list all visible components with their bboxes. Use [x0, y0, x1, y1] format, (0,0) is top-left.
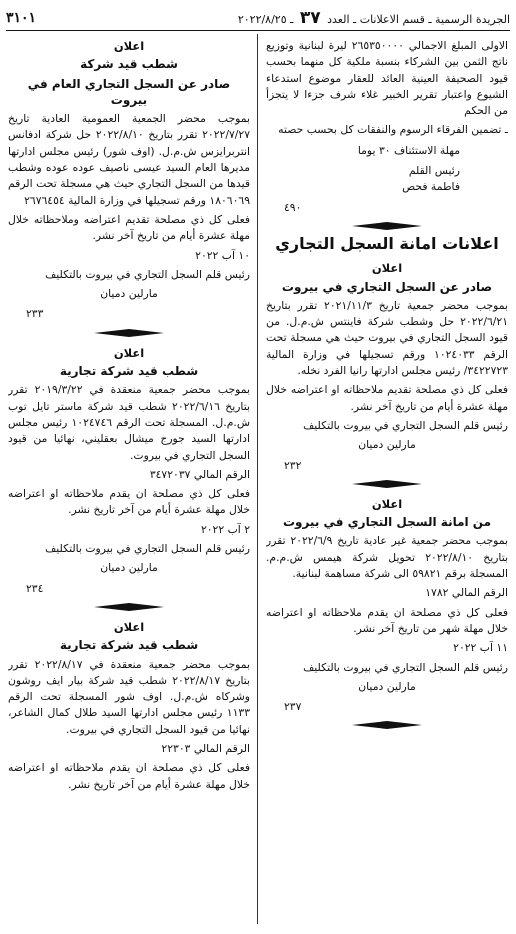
notice-subtitle: شطب قيد شركة: [80, 57, 178, 72]
signature-name: فاطمة فحص: [402, 180, 460, 194]
signature-title: رئيس قلم السجل التجاري في بيروت بالتكليف: [303, 660, 508, 674]
notice-label: اعلان: [113, 345, 145, 360]
signature-name: مارلين دميان: [100, 561, 158, 575]
right-column: [266, 38, 508, 926]
appeal-deadline: مهلة الاستئناف ٣٠ يوما: [357, 143, 460, 157]
signature-name: مارلين دميان: [100, 287, 158, 301]
notice-body: بموجب محضر جمعية منعقدة في ٢٠١٩/٣/٢٢ تقرر بتاريخ ٢٠٢٢/٦/١٦ شطب قيد شركة ماستر تايل توب ش.م.ل. المسجلة تحت الرقم ١٠٢٤٧٤٦ رئيس مجلس ادارتها السيد جورج ميشال بعقليني، نهائيا من قيود السجل التجاري في بيروت.: [8, 383, 250, 462]
separator-ornament: [266, 721, 508, 729]
signature-title: رئيس قلم السجل التجاري في بيروت بالتكليف: [45, 267, 250, 281]
section-title: اعلانات امانة السجل التجاري: [275, 233, 499, 253]
notice-number: ٢٣٤: [26, 581, 44, 595]
signature-title: رئيس القلم: [408, 164, 460, 178]
notice-title: صادر عن السجل التجاري العام في بيروت: [27, 76, 231, 107]
notice-title: من امانة السجل التجاري في بيروت: [282, 515, 492, 530]
separator-ornament: [8, 603, 250, 611]
separator-ornament: [266, 222, 508, 230]
newspaper-name: الجريدة الرسمية ـ قسم الاعلانات ـ العدد: [327, 13, 510, 26]
registration-number: الرقم المالي ٢٢٣٠٣: [161, 741, 250, 755]
signature-name: مارلين دميان: [358, 679, 416, 693]
separator-ornament: [8, 329, 250, 337]
notice-number: ٢٣٧: [284, 700, 302, 714]
notice-body: بموجب محضر الجمعية العمومية العادية تاريخ ٢٠٢٢/٧/٢٧ تقرر بتاريخ ٢٠٢٢/٨/١٠ حل شركة ادفانس انتربرايزس ش.م.ل. (اوف شور) رئيس مجلس ادارتها مديرها العام السيد عيسى ناصيف عوده عوده وشطب قيدها من السجل التجاري حيث هي مسجلة تحت الرقم ١٨٠٦٠٦٩ ورقم تسجيلها في وزارة المالية ٢٦٧٦٤٥٤: [8, 112, 250, 207]
notice-body-2: فعلى كل ذي مصلحة ان يقدم ملاحظاته او اعتراضه خلال مهلة عشرة أيام من آخر تاريخ نشر.: [8, 487, 250, 517]
left-column: [8, 38, 250, 926]
notice-label: اعلان: [371, 496, 403, 511]
signature-title: رئيس قلم السجل التجاري في بيروت بالتكليف: [303, 418, 508, 432]
registration-number: الرقم المالي ١٧٨٢: [425, 586, 508, 600]
page-header: [6, 6, 510, 31]
notice-body-2: فعلى كل ذي مصلحة ان يقدم ملاحظاته او اعتراضه خلال مهلة شهر من تاريخ آخر نشر.: [266, 605, 508, 635]
page-number: ٣١٠١: [6, 10, 37, 26]
continued-paragraph: الاولى المبلغ الاجمالي ٢٦٥٣٥٠٠٠٠ ليرة لبنانية وتوزيع ناتج الثمن بين الشركاء بنسبة ملكية كل منهما بحسب قيود الصحيفة العينية العائد للعقار موضوع استدعاء الشيوع واعتبار تقرير الخبير غلاء شرف جزءا لا يتجزأ من الحكم: [266, 39, 508, 118]
continued-paragraph-2: ـ تضمين الفرقاء الرسوم والنفقات كل بحسب حصته: [278, 123, 508, 137]
notice-date: ٢ آب ٢٠٢٢: [200, 522, 250, 536]
notice-body: بموجب محضر جمعية تاريخ ٢٠٢١/١١/٣ تقرر بتاريخ ٢٠٢٢/٦/٢١ حل وشطب شركة فاينتس ش.م.ل. من قيود السجل التجاري في بيروت حيث هي مسجلة تحت الرقم ١٠٢٤٠٣٣ ورقم تسجيلها في وزارة المالية ٣٤٢٢٧٢٣/ رئيس مجلس ادارتها رانيا الفرد نخله.: [266, 298, 508, 378]
notice-subtitle: شطب قيد شركة تجارية: [59, 638, 199, 653]
notice-body: بموجب محضر جمعية منعقدة في ٢٠٢٢/٨/١٧ تقرر بتاريخ ٢٠٢٢/٨/١٧ شطب قيد شركة بيار ايف روشون وشركاه ش.م.ل. اوف شور المسجلة تحت الرقم ١١٣٣ رئيس مجلس ادارتها السيد طلال كمال الشاعر، نهائيا من قيود السجل التجاري في بيروت.: [8, 657, 250, 736]
notice-label: اعلان: [371, 261, 403, 276]
notice-date: ١١ آب ٢٠٢٢: [453, 641, 508, 655]
issue-number: ٣٧: [299, 8, 321, 28]
notice-body-2: فعلى كل ذي مصلحة تقديم اعتراضه وملاحظاته خلال مهلة عشرة أيام من تاريخ آخر نشر.: [8, 212, 250, 243]
notice-number: ٢٣٢: [284, 458, 302, 472]
notice-number: ٤٩٠: [284, 200, 302, 214]
signature-title: رئيس قلم السجل التجاري في بيروت بالتكليف: [45, 542, 250, 556]
header-title: [238, 8, 510, 28]
column-divider: [257, 34, 258, 924]
notice-label: اعلان: [113, 619, 145, 634]
notice-number: ٢٣٣: [26, 307, 44, 321]
notice-title: صادر عن السجل التجاري في بيروت: [281, 279, 493, 294]
notice-body-2: فعلى كل ذي مصلحة ان يقدم ملاحظاته او اعتراضه خلال مهلة عشرة أيام من آخر تاريخ نشر.: [8, 761, 250, 791]
separator-ornament: [266, 480, 508, 488]
notice-label: اعلان: [113, 39, 145, 53]
signature-name: مارلين دميان: [358, 438, 416, 452]
notice-subtitle: شطب قيد شركة تجارية: [59, 364, 199, 379]
continued-signature: [266, 143, 508, 196]
issue-date: ـ ٢٠٢٢/٨/٢٥: [237, 13, 294, 26]
notice-body: بموجب محضر جمعية غير عادية تاريخ ٢٠٢٢/٦/٩ تقرر بتاريخ ٢٠٢٢/٨/١٠ تحويل شركة هيمس ش.م.م. المسجلة برقم ٥٩٨٢١ الى شركة مساهمة لبنانية.: [266, 534, 508, 581]
notice-date: ١٠ آب ٢٠٢٢: [195, 248, 250, 262]
registration-number: الرقم المالي ٣٤٧٢٠٣٧: [149, 467, 250, 481]
notice-body-2: فعلى كل ذي مصلحة تقديم ملاحظاته او اعتراضه خلال مهلة عشرة أيام من تاريخ آخر نشر.: [266, 383, 508, 413]
